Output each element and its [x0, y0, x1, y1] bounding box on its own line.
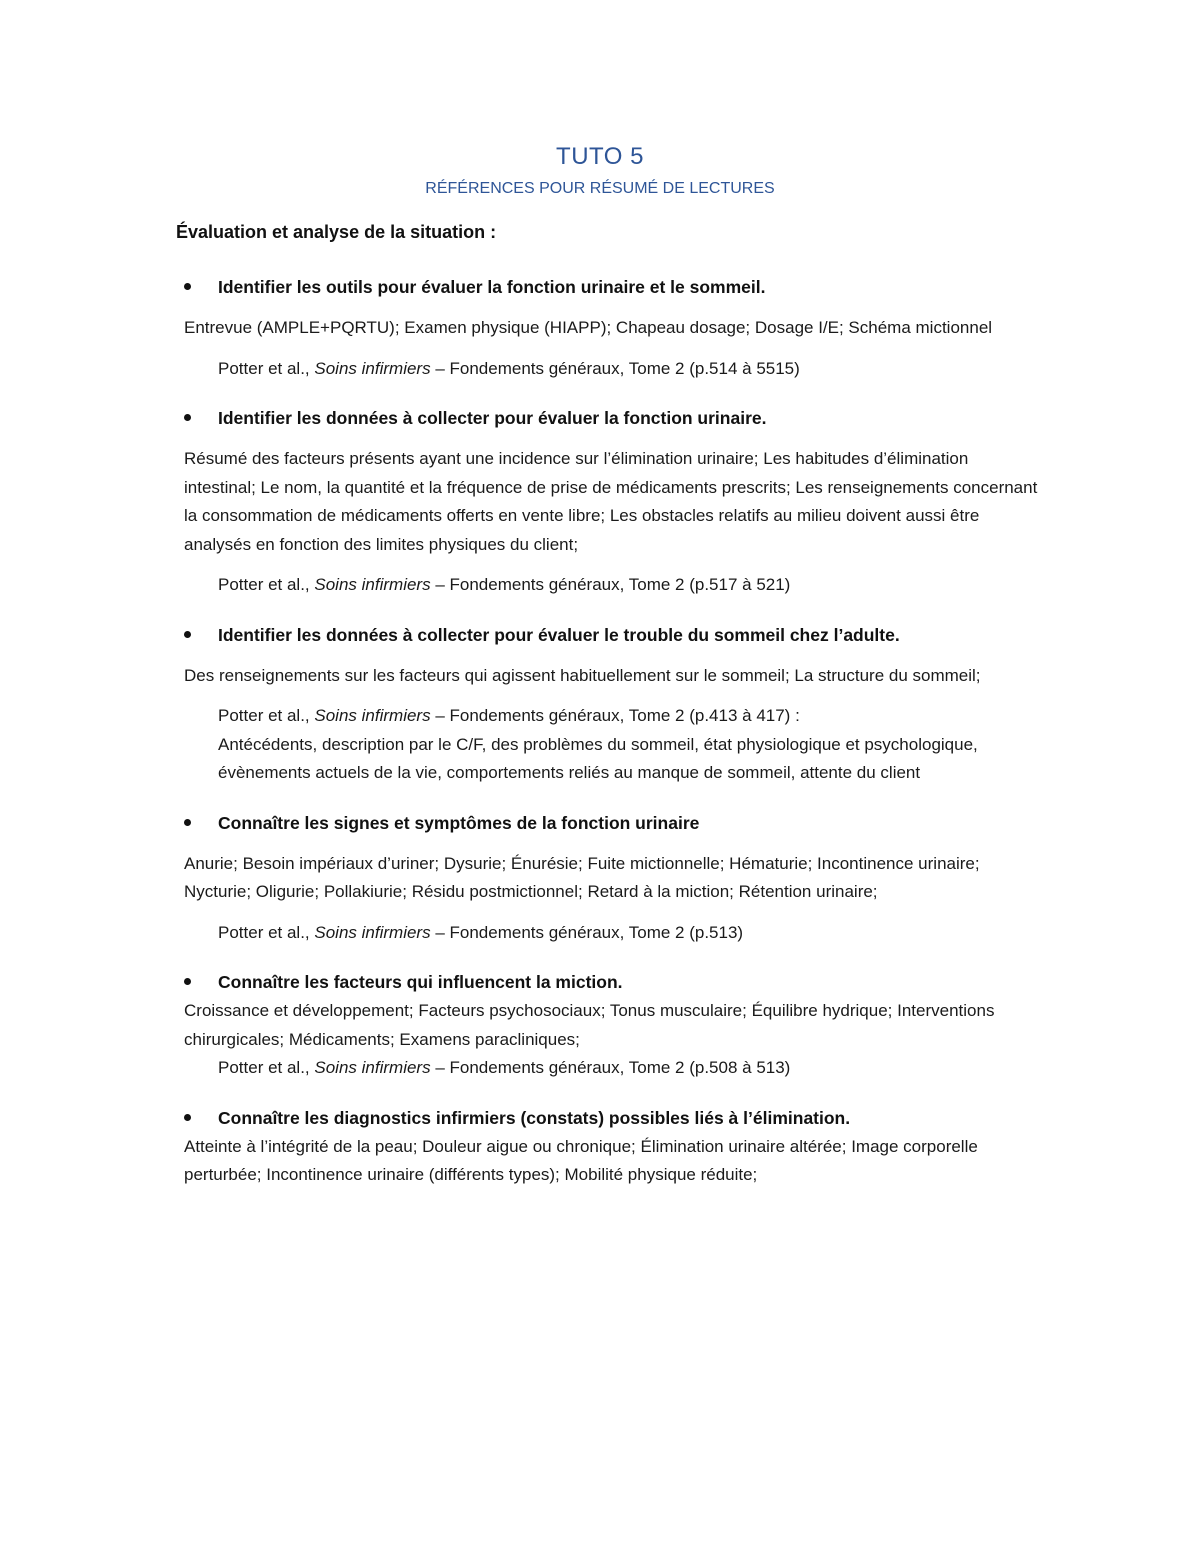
reference-book: Soins infirmiers: [314, 1058, 431, 1077]
list-item: [184, 1103, 1044, 1190]
document-content: [184, 272, 1044, 1190]
item-heading-text: Connaître les diagnostics infirmiers (constats) possibles liés à l’élimination.: [218, 1107, 851, 1128]
item-heading-text: Connaître les signes et symptômes de la fonction urinaire: [218, 812, 700, 833]
item-heading: [184, 403, 1044, 433]
reference-pages: (p.517 à 521): [689, 575, 791, 594]
item-description: Entrevue (AMPLE+PQRTU); Examen physique (HIAPP); Chapeau dosage; Dosage I/E; Schéma mictionnel: [184, 318, 993, 337]
bullet-icon: [184, 819, 191, 826]
item-reference: [184, 571, 1044, 600]
item-description: Résumé des facteurs présents ayant une incidence sur l’élimination urinaire; Les habitudes d’élimination intestinal; Le nom, la quantité et la fréquence de prise de médicaments prescrits; Les renseignements concernant la consommation de médicaments offerts en vente libre; Les obstacles relatifs au milieu doivent aussi être analysés en fonction des limites physiques du client;: [184, 449, 1038, 554]
item-heading: [184, 620, 1044, 650]
reference-author: Potter et al.,: [218, 706, 315, 725]
item-reference: [184, 355, 1044, 384]
bullet-icon: [184, 978, 191, 985]
item-description: Des renseignements sur les facteurs qui agissent habituellement sur le sommeil; La structure du sommeil;: [184, 665, 981, 685]
reference-book: Soins infirmiers: [314, 575, 431, 594]
reference-rest: – Fondements généraux, Tome 2: [430, 575, 690, 594]
bullet-icon: [184, 1114, 191, 1121]
reference-author: Potter et al.,: [218, 575, 315, 594]
reference-pages: (p.514 à 5515): [689, 358, 800, 378]
list-item: [184, 403, 1044, 600]
item-heading-text: Identifier les outils pour évaluer la fonction urinaire et le sommeil.: [218, 277, 766, 297]
document-title: TUTO 5: [556, 143, 644, 170]
reference-author: Potter et al.,: [218, 922, 315, 942]
item-heading: [184, 272, 1044, 302]
document-subtitle: RÉFÉRENCES POUR RÉSUMÉ DE LECTURES: [425, 180, 775, 197]
list-item: [184, 808, 1044, 948]
item-description: Croissance et développement; Facteurs psychosociaux; Tonus musculaire; Équilibre hydrique; Interventions chirurgicales; Médicaments; Examens paracliniques;: [184, 1001, 995, 1049]
item-heading-text: Connaître les facteurs qui influencent la miction.: [218, 972, 623, 992]
reference-rest: – Fondements généraux, Tome 2: [430, 1058, 690, 1077]
list-item: [184, 620, 1044, 788]
item-heading: [184, 808, 1044, 838]
reference-author: Potter et al.,: [218, 1058, 315, 1077]
item-reference: [184, 702, 1044, 731]
item-description: Atteinte à l’intégrité de la peau; Douleur aigue ou chronique; Élimination urinaire altérée; Image corporelle perturbée; Incontinence urinaire (différents types); Mobilité physique réduite;: [184, 1136, 978, 1184]
bullet-icon: [184, 414, 191, 421]
reference-book: Soins infirmiers: [314, 358, 431, 378]
item-heading: [184, 1103, 1044, 1133]
list-item: [184, 967, 1044, 1083]
reference-pages: (p.413 à 417) :: [689, 706, 800, 725]
reference-rest: – Fondements généraux, Tome 2: [430, 358, 690, 378]
bullet-icon: [184, 631, 191, 638]
item-reference-detail: Antécédents, description par le C/F, des problèmes du sommeil, état physiologique et psychologique, évènements actuels de la vie, comportements reliés au manque de sommeil, attente du client: [218, 734, 978, 782]
item-heading: [184, 967, 1044, 997]
item-heading-text: Identifier les données à collecter pour évaluer le trouble du sommeil chez l’adulte.: [218, 624, 900, 645]
reference-pages: (p.508 à 513): [689, 1058, 791, 1077]
item-reference: [184, 919, 1044, 948]
section-heading: Évaluation et analyse de la situation :: [176, 222, 497, 242]
item-description: Anurie; Besoin impériaux d’uriner; Dysurie; Énurésie; Fuite mictionnelle; Hématurie; Incontinence urinaire; Nycturie; Oligurie; Pollakiurie; Résidu postmictionnel; Retard à la miction; Rétention urinaire;: [184, 853, 980, 901]
reference-rest: – Fondements généraux, Tome 2: [430, 706, 690, 725]
reference-rest: – Fondements généraux, Tome 2: [430, 922, 690, 942]
bullet-icon: [184, 283, 191, 290]
item-reference: [184, 1054, 1044, 1083]
item-heading-text: Identifier les données à collecter pour évaluer la fonction urinaire.: [218, 408, 767, 428]
reference-author: Potter et al.,: [218, 358, 315, 378]
list-item: [184, 272, 1044, 383]
reference-pages: (p.513): [689, 922, 744, 942]
reference-book: Soins infirmiers: [314, 922, 431, 942]
reference-book: Soins infirmiers: [314, 706, 431, 725]
